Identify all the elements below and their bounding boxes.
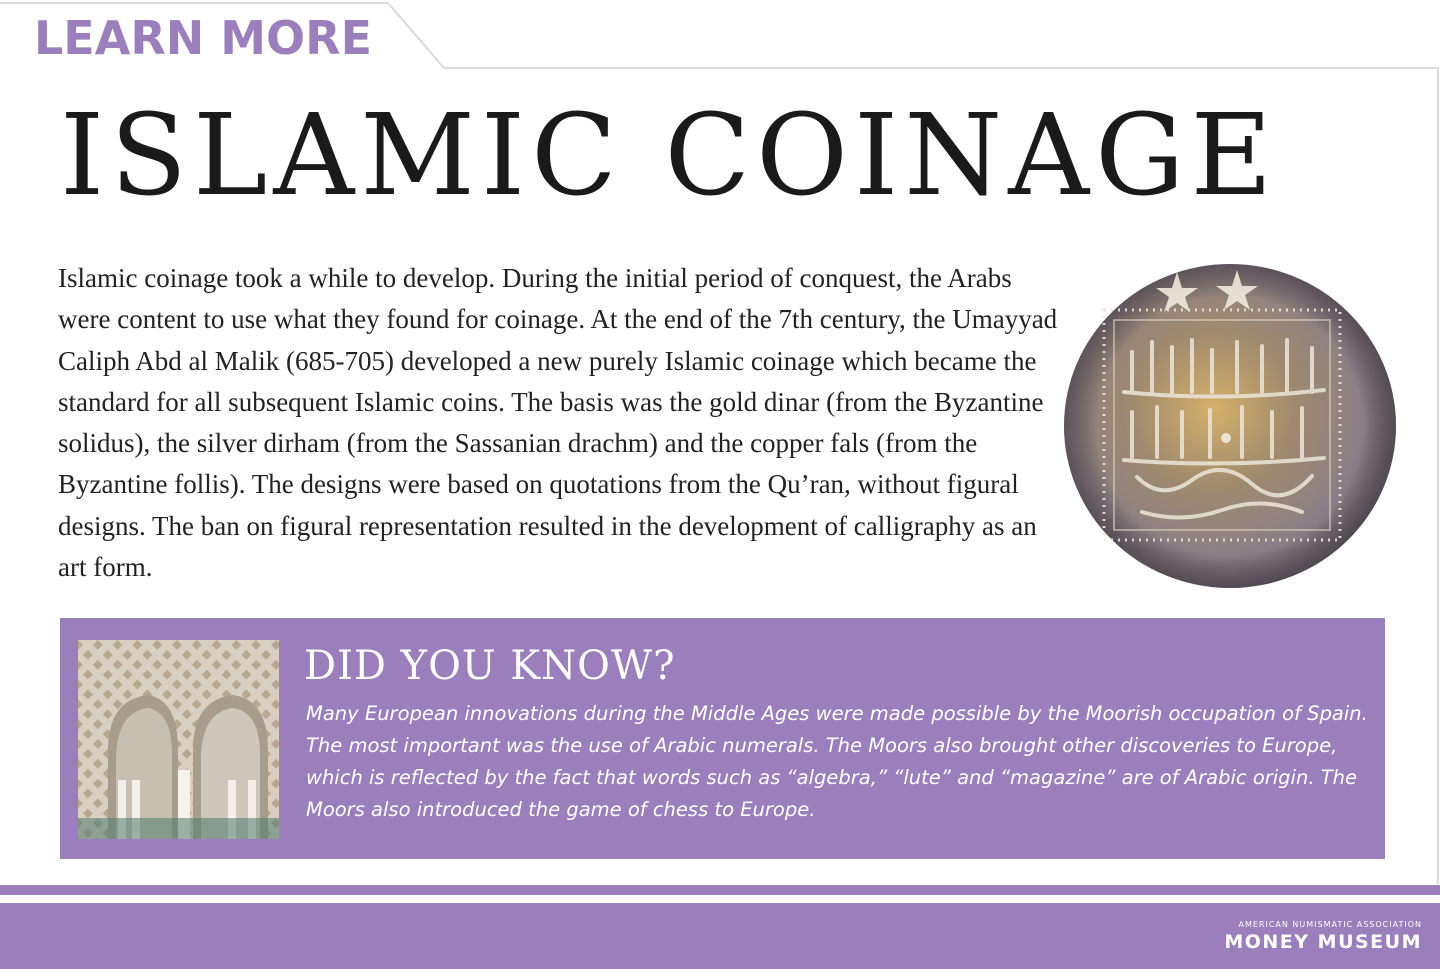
page-title: ISLAMIC COINAGE [60, 91, 1279, 221]
learn-more-label: LEARN MORE [34, 11, 372, 65]
logo-museum-name: MONEY MUSEUM [1224, 931, 1422, 953]
footer-divider [0, 885, 1440, 895]
did-you-know-heading: DID YOU KNOW? [304, 643, 676, 689]
did-you-know-panel [60, 618, 1385, 859]
intro-paragraph: Islamic coinage took a while to develop. During the initial period of conquest, the Arabs were content to use what they found for coinage. At the end of the 7th century, the Umayyad Caliph Abd al Malik (685-705) developed a new purely Islamic coinage which became the standard for all subsequent Islamic coins. The basis was the gold dinar (from the Byzantine solidus), the silver dirham (from the Sassanian drachm) and the copper fals (from the Byzantine follis). The designs were based on quotations from the Qu’ran, without figural designs. The ban on figural representation resulted in the development of calligraphy as an art form. [58, 263, 1058, 583]
logo-org-line: AMERICAN NUMISMATIC ASSOCIATION [1238, 920, 1422, 929]
coin-image [1062, 262, 1398, 590]
moorish-arches-photo [78, 640, 279, 839]
did-you-know-text: Many European innovations during the Middle Ages were made possible by the Moorish occupation of Spain. The most important was the use of Arabic numerals. The Moors also brought other discoveries to Europe, which is reflected by the fact that words such as “algebra,” “lute” and “magazine” are of Arabic origin. The Moors also introduced the game of chess to Europe. [306, 702, 1368, 821]
